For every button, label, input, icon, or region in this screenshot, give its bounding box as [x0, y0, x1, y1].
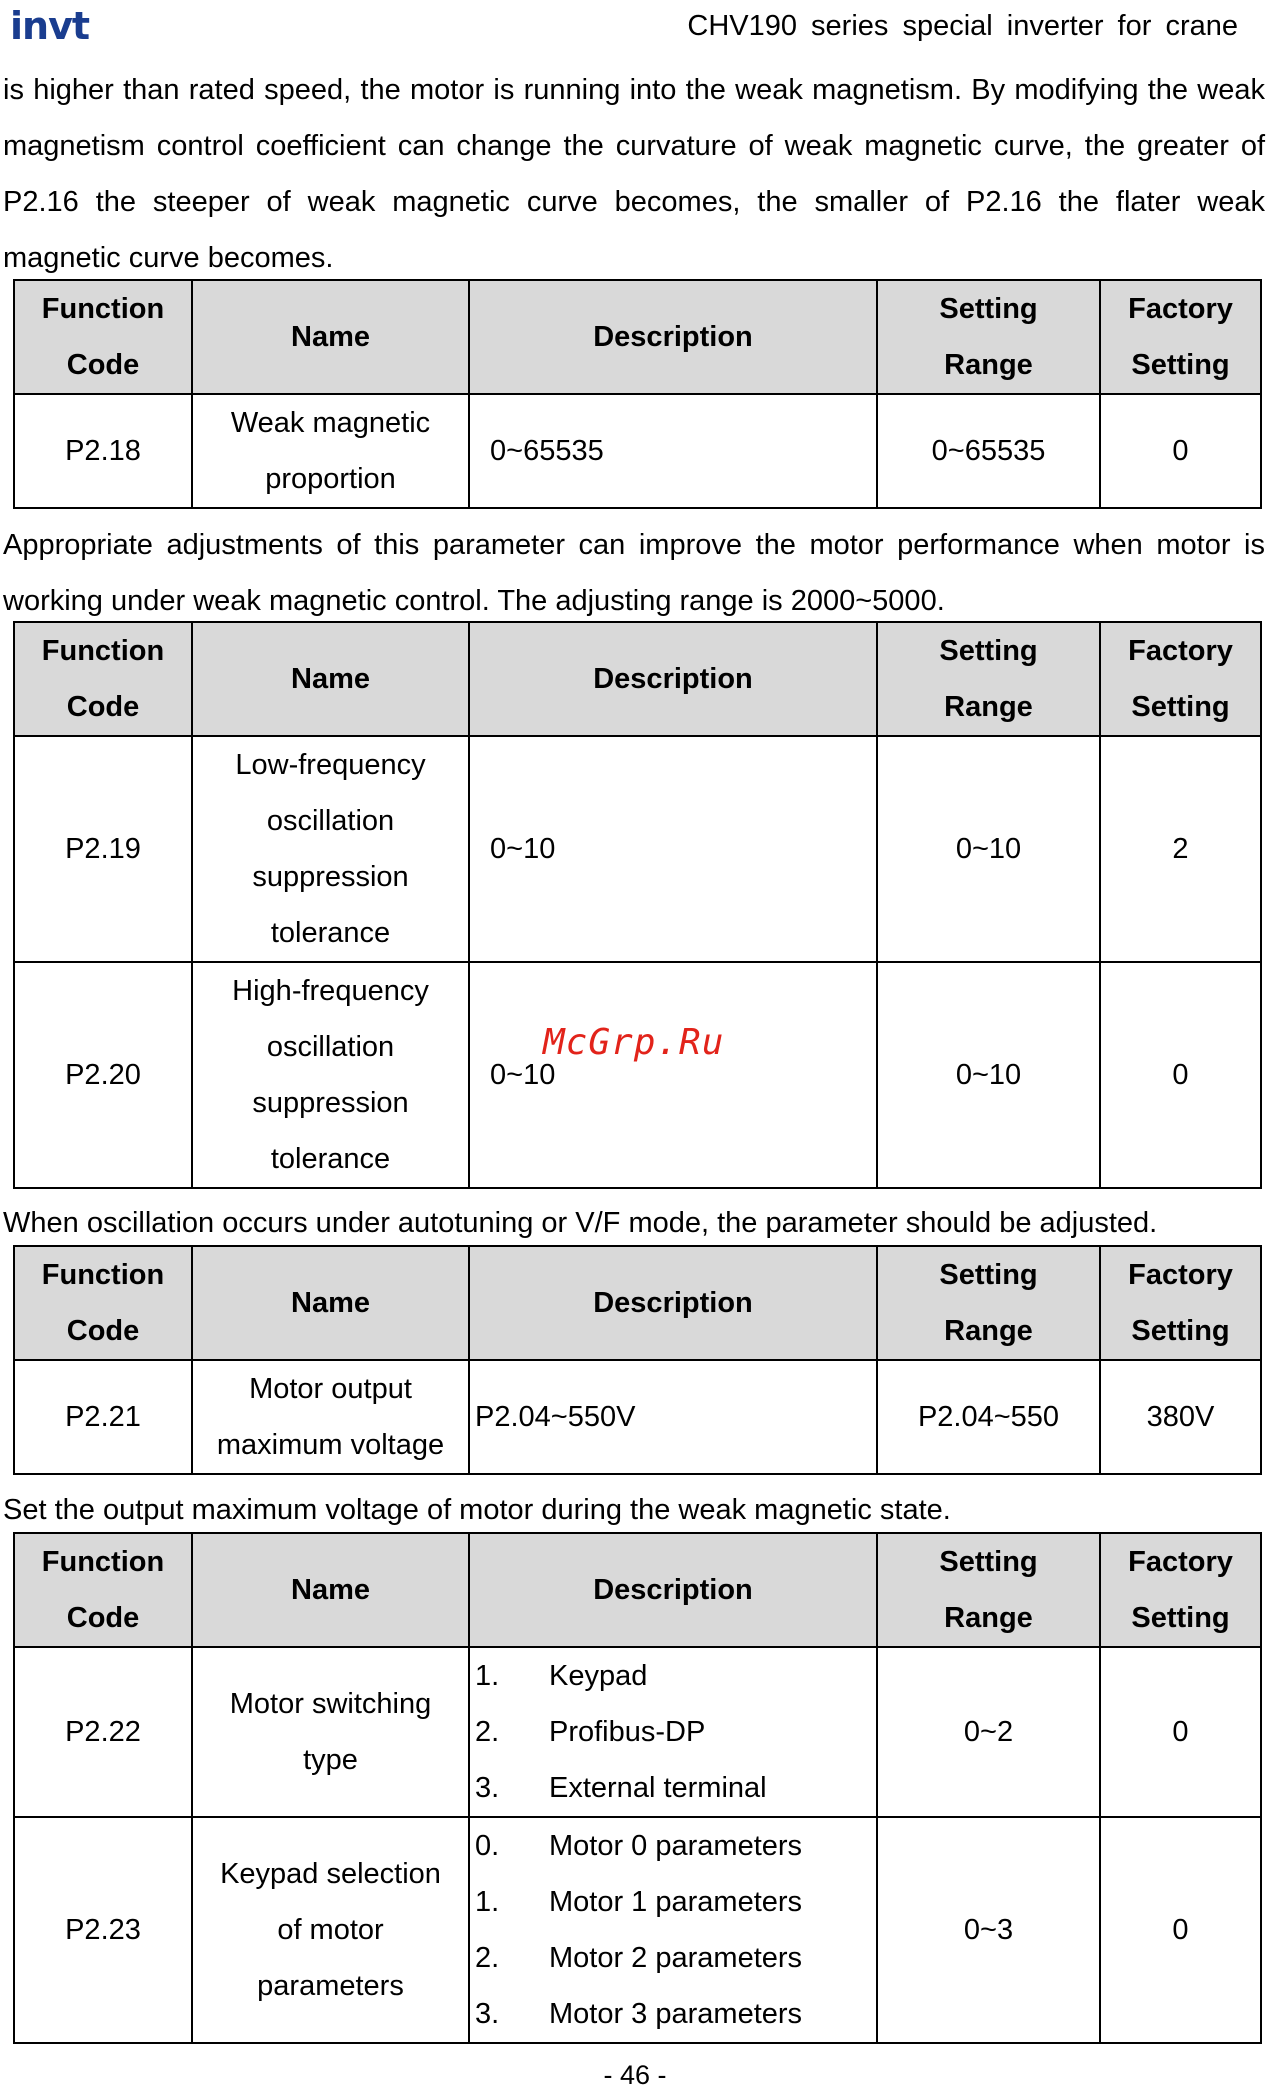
- watermark: McGrp.Ru: [543, 1022, 725, 1063]
- paragraph-oscillation: When oscillation occurs under autotuning or V/F mode, the parameter should be adjusted.: [3, 1207, 1158, 1239]
- option-item: [475, 1818, 876, 1874]
- header-description: Description: [469, 1246, 877, 1360]
- table-row: [14, 1817, 1261, 2043]
- header-name: Name: [192, 1246, 469, 1360]
- option-number: 3.: [475, 1772, 500, 1804]
- option-number: 2.: [475, 1716, 500, 1748]
- parameter-name: Weak magnetic proportion: [192, 394, 469, 508]
- parameter-description: 0~10: [469, 962, 877, 1188]
- parameter-table-p2-19-20: [13, 621, 1262, 1189]
- option-text: Motor 0 parameters: [549, 1830, 803, 1862]
- parameter-description: 0~65535: [469, 394, 877, 508]
- factory-setting: 0: [1100, 394, 1261, 508]
- parameter-description: P2.04~550V: [469, 1360, 877, 1474]
- option-number: 3.: [475, 1998, 500, 2030]
- page-number: - 46 -: [603, 2060, 667, 2090]
- setting-range: 0~2: [877, 1647, 1100, 1817]
- option-item: [475, 1986, 876, 2042]
- parameter-description: [469, 1817, 877, 2043]
- setting-range: 0~10: [877, 736, 1100, 962]
- option-text: Motor 3 parameters: [549, 1998, 803, 2030]
- parameter-name: Low-frequency oscillation suppression tolerance: [192, 736, 469, 962]
- table-row: [14, 736, 1261, 962]
- header-range: Setting Range: [877, 622, 1100, 736]
- parameter-name: Motor output maximum voltage: [192, 1360, 469, 1474]
- header-code: Function Code: [14, 622, 192, 736]
- option-text: Motor 2 parameters: [549, 1942, 803, 1974]
- option-item: [475, 1930, 876, 1986]
- option-item: [475, 1874, 876, 1930]
- setting-range: 0~3: [877, 1817, 1100, 2043]
- document-title: CHV190 series special inverter for crane: [687, 10, 1238, 42]
- option-item: [475, 1760, 876, 1816]
- option-text: Keypad: [549, 1660, 648, 1692]
- header-factory: Factory Setting: [1100, 1533, 1261, 1647]
- header-name: Name: [192, 622, 469, 736]
- header-description: Description: [469, 1533, 877, 1647]
- factory-setting: 2: [1100, 736, 1261, 962]
- factory-setting: 0: [1100, 1817, 1261, 2043]
- header-code: Function Code: [14, 1533, 192, 1647]
- parameter-description: 0~10: [469, 736, 877, 962]
- header-range: Setting Range: [877, 280, 1100, 394]
- function-code: P2.23: [14, 1817, 192, 2043]
- paragraph-max-voltage: Set the output maximum voltage of motor during the weak magnetic state.: [3, 1494, 951, 1526]
- table-header: [14, 280, 1261, 394]
- option-number: 1.: [475, 1886, 500, 1918]
- parameter-name: Motor switching type: [192, 1647, 469, 1817]
- option-number: 0.: [475, 1830, 500, 1862]
- header-factory: Factory Setting: [1100, 280, 1261, 394]
- factory-setting: 0: [1100, 1647, 1261, 1817]
- function-code: P2.21: [14, 1360, 192, 1474]
- paragraph-adjustment: Appropriate adjustments of this parameter can improve the motor performance when motor is working under weak magnetic control. The adjusting range is 2000~5000.: [3, 529, 1265, 617]
- header-row: [14, 622, 1261, 736]
- factory-setting: 380V: [1100, 1360, 1261, 1474]
- function-code: P2.22: [14, 1647, 192, 1817]
- table-row: [14, 962, 1261, 1188]
- header-name: Name: [192, 280, 469, 394]
- header-code: Function Code: [14, 280, 192, 394]
- setting-range: P2.04~550: [877, 1360, 1100, 1474]
- setting-range: 0~10: [877, 962, 1100, 1188]
- parameter-description: [469, 1647, 877, 1817]
- header-factory: Factory Setting: [1100, 622, 1261, 736]
- header-factory: Factory Setting: [1100, 1246, 1261, 1360]
- option-item: [475, 1648, 876, 1704]
- table-row: [14, 394, 1261, 508]
- option-number: 2.: [475, 1942, 500, 1974]
- function-code: P2.20: [14, 962, 192, 1188]
- table-row: [14, 1360, 1261, 1474]
- header-row: [14, 1246, 1261, 1360]
- factory-setting: 0: [1100, 962, 1261, 1188]
- parameter-name: High-frequency oscillation suppression tolerance: [192, 962, 469, 1188]
- option-number: 1.: [475, 1660, 500, 1692]
- header-description: Description: [469, 622, 877, 736]
- option-item: [475, 1704, 876, 1760]
- parameter-table-p2-21: [13, 1245, 1262, 1475]
- setting-range: 0~65535: [877, 394, 1100, 508]
- table-header: [14, 1533, 1261, 1647]
- parameter-table-p2-18: [13, 279, 1262, 509]
- table-header: [14, 1246, 1261, 1360]
- header-row: [14, 280, 1261, 394]
- header-range: Setting Range: [877, 1533, 1100, 1647]
- function-code: P2.18: [14, 394, 192, 508]
- table-row: [14, 1647, 1261, 1817]
- paragraph-weak-magnetism: is higher than rated speed, the motor is running into the weak magnetism. By modifying the weak magnetism control coefficient can change the curvature of weak magnetic curve, the greater of P2.16 the steeper of weak magnetic curve becomes, the smaller of P2.16 the flater weak magnetic curve becomes.: [3, 74, 1265, 274]
- option-text: Motor 1 parameters: [549, 1886, 803, 1918]
- option-text: Profibus-DP: [549, 1716, 706, 1748]
- header-row: [14, 1533, 1261, 1647]
- header-description: Description: [469, 280, 877, 394]
- brand-logo: invt: [10, 4, 90, 48]
- header-code: Function Code: [14, 1246, 192, 1360]
- header-name: Name: [192, 1533, 469, 1647]
- option-text: External terminal: [549, 1772, 767, 1804]
- function-code: P2.19: [14, 736, 192, 962]
- header-range: Setting Range: [877, 1246, 1100, 1360]
- parameter-name: Keypad selection of motor parameters: [192, 1817, 469, 2043]
- parameter-table-p2-22-23: [13, 1532, 1262, 2044]
- table-header: [14, 622, 1261, 736]
